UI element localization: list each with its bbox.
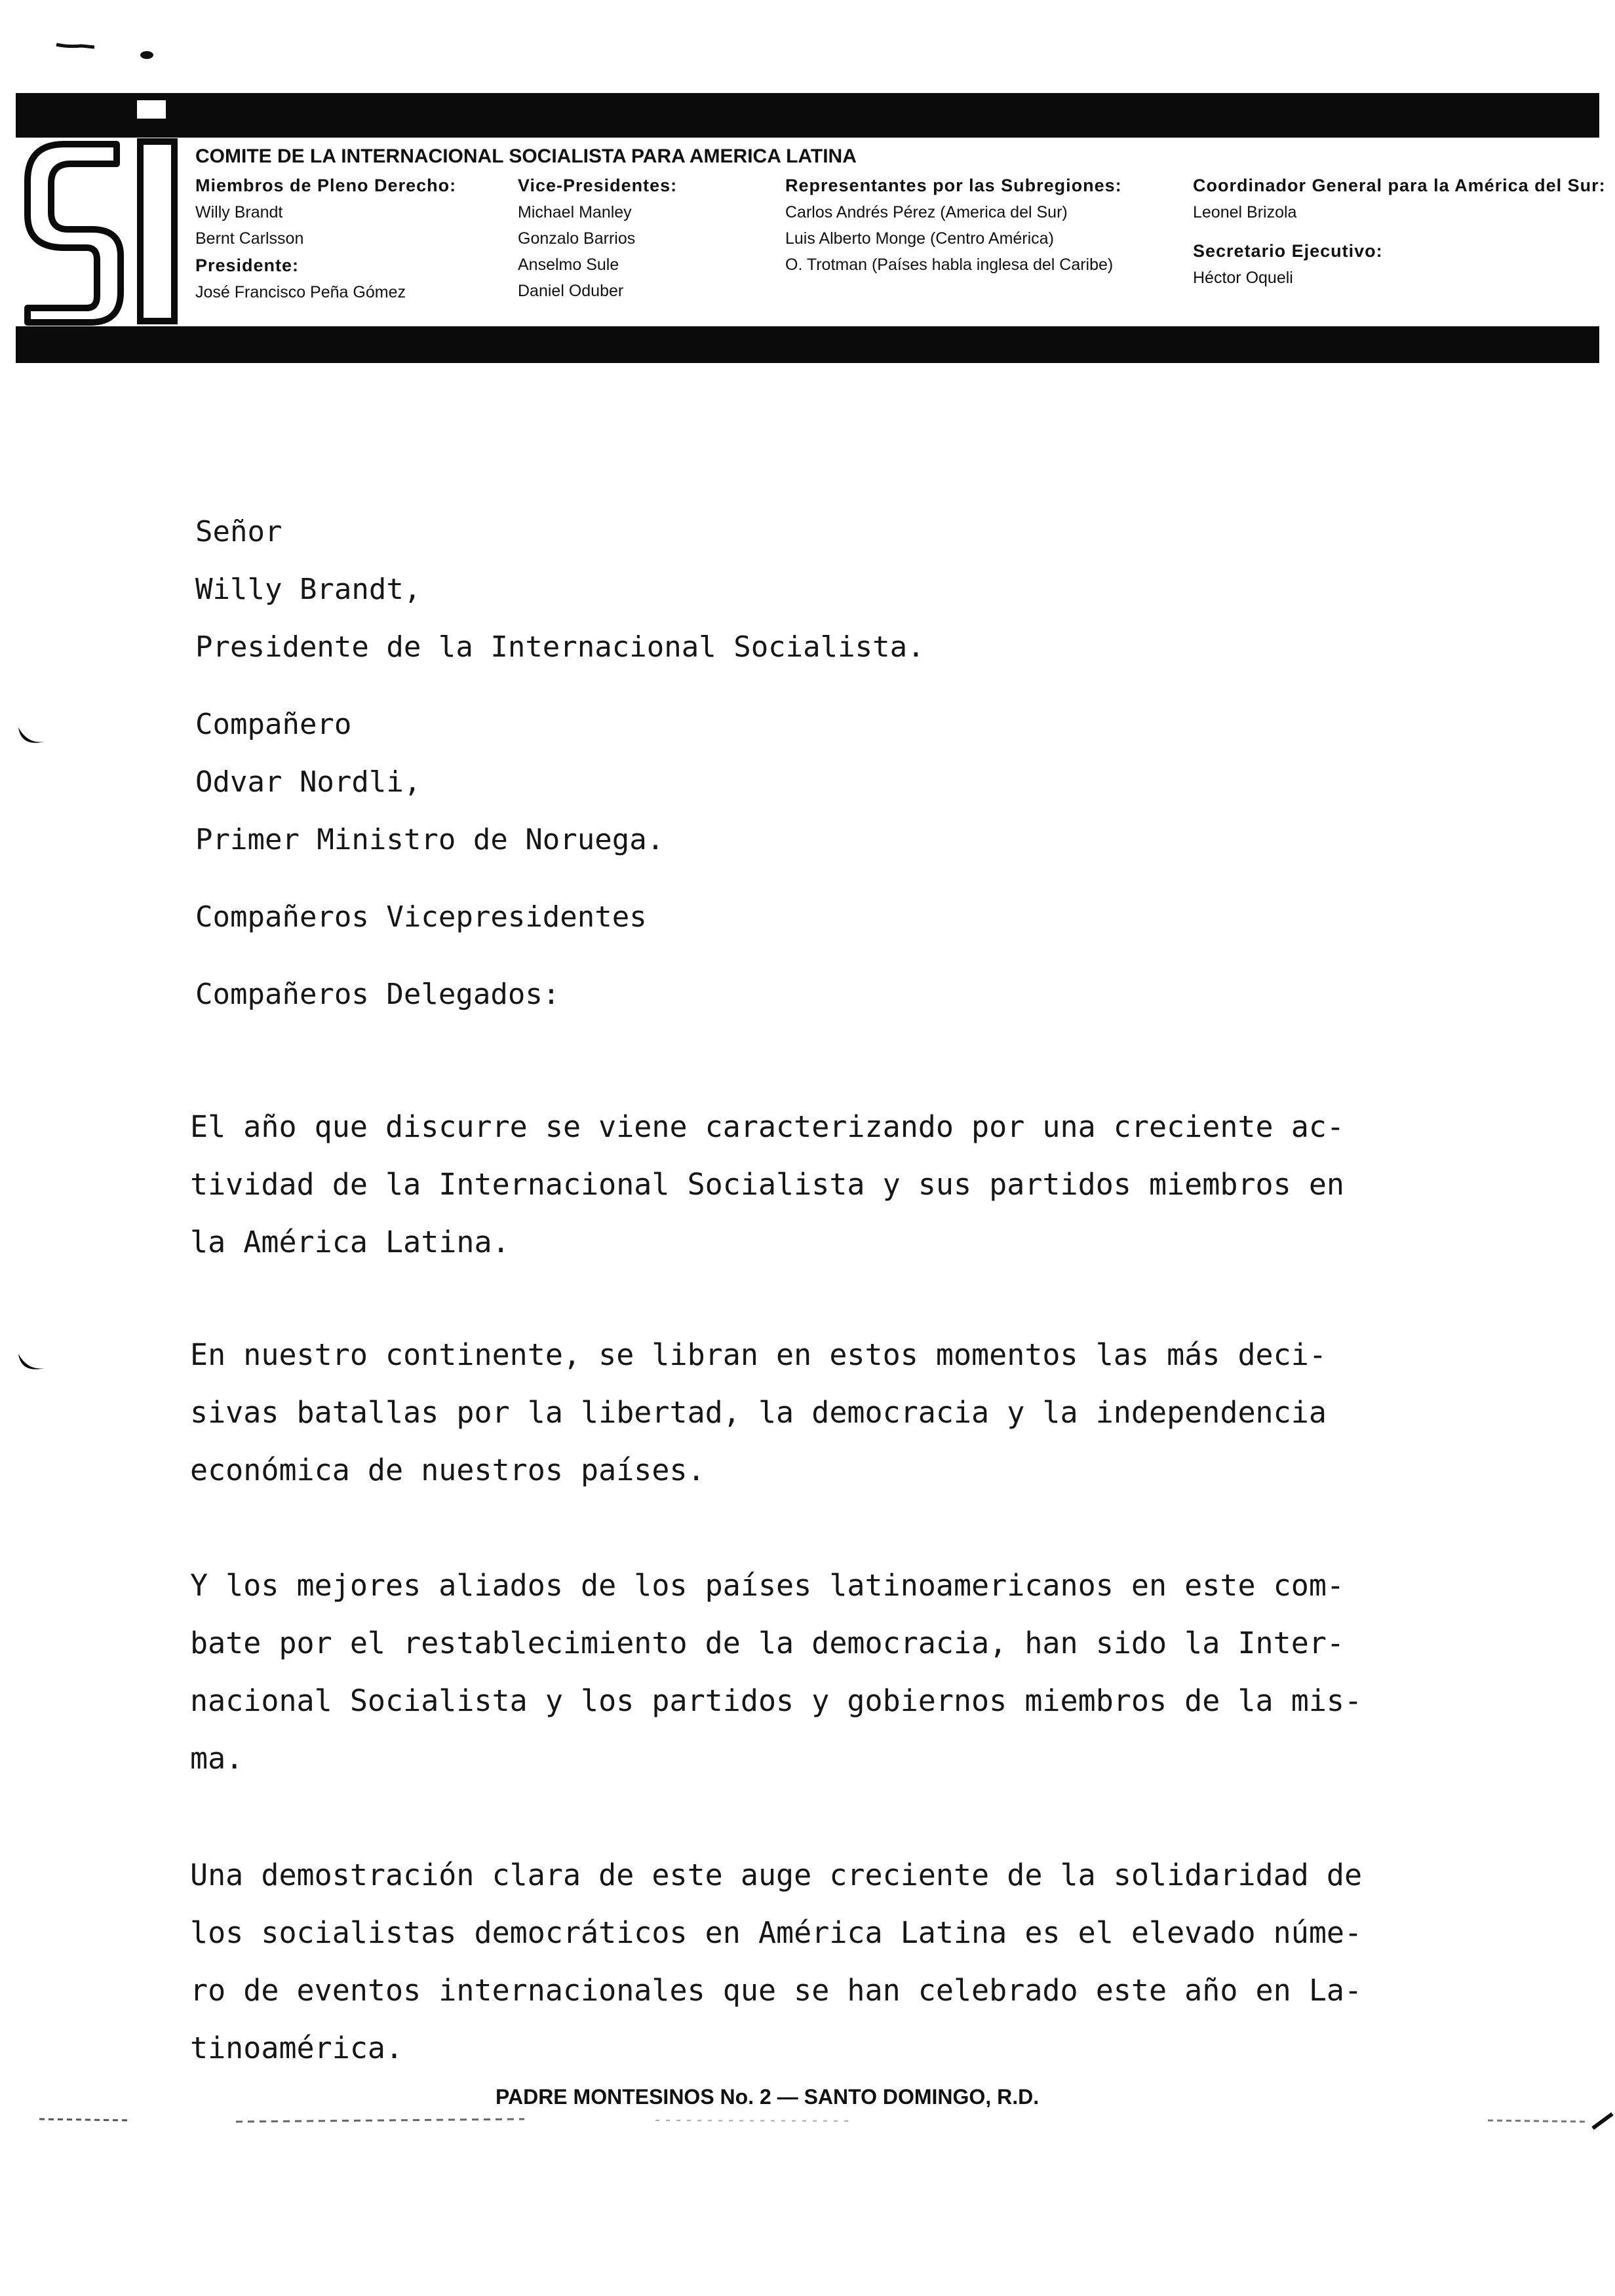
column-label: Coordinador General para la América del Sur: (1193, 176, 1606, 195)
paragraph-line: económica de nuestros países. (190, 1453, 705, 1487)
paragraph-line: ro de eventos internacionales que se han celebrado este año en La- (190, 1973, 1363, 2008)
representative-name: Carlos Andrés Pérez (America del Sur) (785, 203, 1068, 221)
letterhead-column-coordinators (1193, 176, 1606, 295)
secretary-name: Héctor Oqueli (1193, 269, 1293, 287)
paragraph-line: Y los mejores aliados de los países latinoamericanos en este com- (190, 1568, 1344, 1603)
paragraph-line: El año que discurre se viene caracterizando por una creciente ac- (190, 1109, 1344, 1144)
salutation-line: Willy Brandt, (195, 573, 421, 606)
paragraph-line: bate por el restablecimiento de la democracia, han sido la Inter- (190, 1626, 1344, 1660)
paragraph-line: tinoamérica. (190, 2031, 404, 2065)
paragraph-line: sivas batallas por la libertad, la democracia y la independencia (190, 1395, 1327, 1430)
column-label: Vice-Presidentes: (518, 176, 678, 195)
scan-edge-noise (0, 2110, 1615, 2130)
salutation-spacer (195, 869, 925, 889)
letterhead-title: COMITE DE LA INTERNACIONAL SOCIALISTA PARA AMERICA LATINA (195, 145, 857, 167)
paragraph-line: nacional Socialista y los partidos y gobiernos miembros de la mis- (190, 1683, 1363, 1718)
representative-name: O. Trotman (Países habla inglesa del Caribe) (785, 256, 1114, 274)
salutation-block (195, 503, 925, 1024)
salutation-line: Odvar Nordli, (195, 765, 421, 799)
scan-mark (55, 38, 153, 64)
vice-president-name: Gonzalo Barrios (518, 229, 636, 248)
member-name: Willy Brandt (195, 203, 283, 221)
representative-name: Luis Alberto Monge (Centro América) (785, 229, 1054, 248)
president-name: José Francisco Peña Gómez (195, 283, 406, 301)
paragraph (190, 1098, 1344, 1271)
column-label: Miembros de Pleno Derecho: (195, 176, 457, 195)
paragraph-line: En nuestro continente, se libran en estos momentos las más deci- (190, 1337, 1327, 1372)
vice-president-name: Michael Manley (518, 203, 632, 221)
salutation-spacer (195, 676, 925, 696)
salutation-spacer (195, 946, 925, 966)
letterhead-column-members (195, 176, 456, 309)
paragraph-line: la América Latina. (190, 1225, 510, 1259)
footer-address: PADRE MONTESINOS No. 2 — SANTO DOMINGO, R.D. (496, 2085, 1040, 2109)
member-name: Bernt Carlsson (195, 229, 304, 248)
punch-hole-icon (14, 1345, 51, 1381)
paragraph-line: ma. (190, 1741, 244, 1776)
salutation-line: Señor (195, 515, 282, 548)
column-label: Secretario Ejecutivo: (1193, 241, 1383, 261)
salutation-line: Primer Ministro de Noruega. (195, 823, 665, 856)
column-label: Presidente: (195, 256, 300, 275)
vice-president-name: Daniel Oduber (518, 282, 624, 300)
coordinator-name: Leonel Brizola (1193, 203, 1297, 221)
letterhead-column-vice-presidents (518, 176, 677, 308)
salutation-line: Presidente de la Internacional Socialista. (195, 630, 925, 664)
paragraph (190, 1846, 1362, 2077)
salutation-line: Compañeros Delegados: (195, 978, 560, 1011)
vice-president-name: Anselmo Sule (518, 256, 619, 274)
letterhead-column-representatives (785, 176, 1122, 282)
paragraph (190, 1557, 1362, 1788)
punch-hole-icon (14, 718, 51, 755)
paragraph (190, 1326, 1327, 1499)
letterhead-bottom-bar (16, 326, 1599, 363)
salutation-line: Compañeros Vicepresidentes (195, 900, 647, 934)
column-label: Representantes por las Subregiones: (785, 176, 1122, 195)
letterhead-top-bar (16, 93, 1599, 138)
salutation-line: Compañero (195, 708, 352, 741)
paragraph-line: tividad de la Internacional Socialista y sus partidos miembros en (190, 1167, 1344, 1202)
paragraph-line: los socialistas democráticos en América Latina es el elevado núme- (190, 1915, 1363, 1950)
paragraph-line: Una demostración clara de este auge creciente de la solidaridad de (190, 1858, 1363, 1892)
logo-square (132, 96, 170, 123)
si-logo-icon (18, 138, 182, 326)
